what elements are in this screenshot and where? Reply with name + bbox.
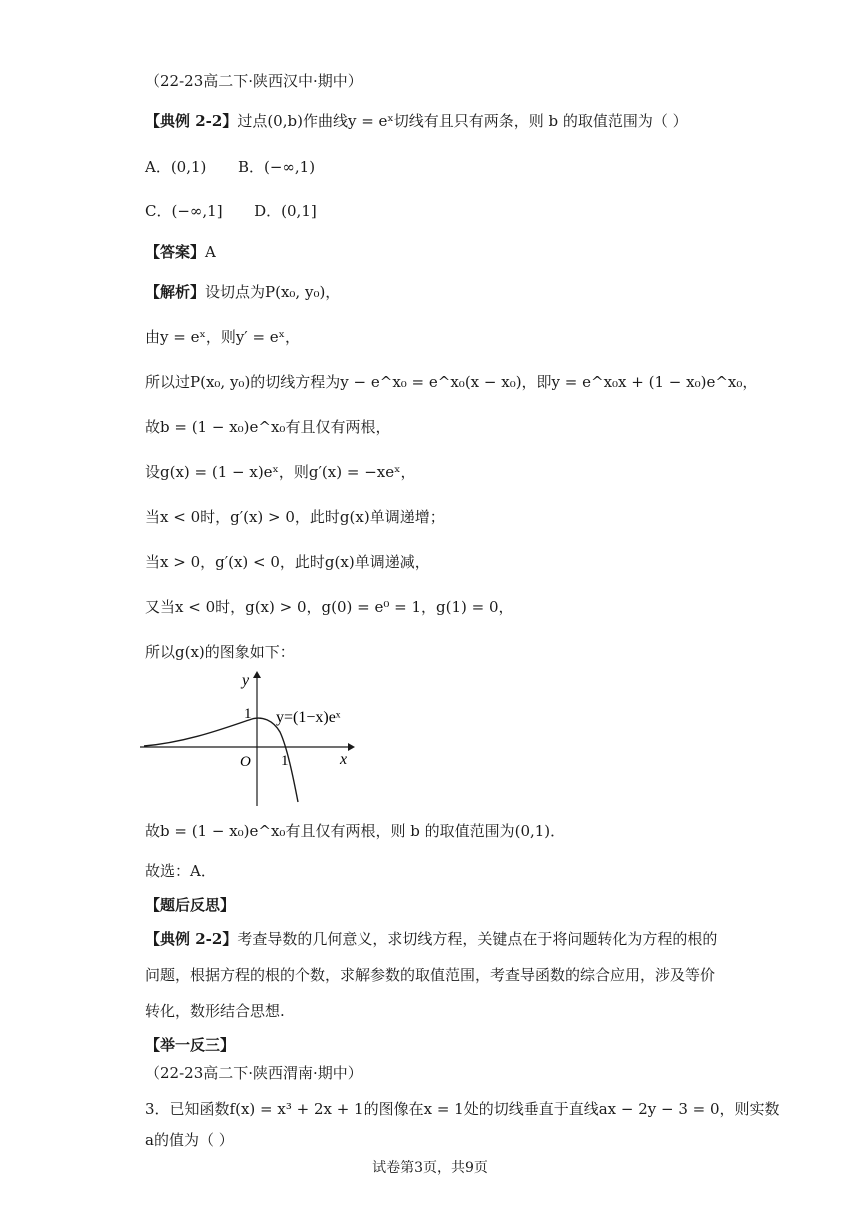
origin-label: O xyxy=(240,754,251,770)
source-line: （22-23高二下·陕西汉中·期中） xyxy=(145,72,363,90)
y-tick-label: 1 xyxy=(244,706,252,722)
page-footer: 试卷第3页，共9页 xyxy=(372,1160,488,1176)
analysis-line-1 xyxy=(145,281,340,303)
function-graph xyxy=(140,668,360,808)
practice-question-line-1: 3．已知函数f(x) = x³ + 2x + 1的图像在x = 1处的切线垂直于直线ax − 2y − 3 = 0，则实数 xyxy=(145,1100,780,1118)
practice-source: （22-23高二下·陕西渭南·期中） xyxy=(145,1064,363,1082)
reflection-ref-tag: 【典例 2-2】 xyxy=(145,930,238,948)
example-question-text: 过点(0,b)作曲线y = eˣ切线有且只有两条，则 b 的取值范围为（ ） xyxy=(237,112,688,130)
options-row-2 xyxy=(145,200,317,222)
analysis-line-9: 所以g(x)的图象如下： xyxy=(145,643,295,661)
option-a: A．(0,1) xyxy=(145,158,207,176)
x-axis-arrow xyxy=(348,743,355,751)
analysis-line-4: 故b = (1 − x₀)e^x₀有且仅有两根， xyxy=(145,418,391,436)
example-question xyxy=(145,110,688,132)
reflection-line-1 xyxy=(145,928,717,950)
reflection-line-3: 转化，数形结合思想. xyxy=(145,1002,285,1020)
reflection-tag: 【题后反思】 xyxy=(145,896,236,914)
answer-line xyxy=(145,241,216,263)
reflection-line-2: 问题，根据方程的根的个数，求解参数的取值范围，考查导函数的综合应用，涉及等价 xyxy=(145,966,716,984)
option-d: D．(0,1] xyxy=(254,202,317,220)
analysis-line-5: 设g(x) = (1 − x)eˣ，则g′(x) = −xeˣ， xyxy=(145,463,416,481)
answer-tag: 【答案】 xyxy=(145,243,206,261)
curve-label: y=(1−x)eˣ xyxy=(276,709,341,726)
analysis-line-2: 由y = eˣ，则y′ = eˣ， xyxy=(145,328,301,346)
practice-tag: 【举一反三】 xyxy=(145,1036,236,1054)
analysis-line-7: 当x > 0，g′(x) < 0，此时g(x)单调递减， xyxy=(145,553,430,571)
curve xyxy=(144,718,298,802)
reflection-text-1: 考查导数的几何意义，求切线方程，关键点在于将问题转化为方程的根的 xyxy=(237,930,718,948)
practice-question-line-2: a的值为（ ） xyxy=(145,1131,234,1149)
answer-value: A xyxy=(205,243,216,261)
options-row-1 xyxy=(145,156,315,178)
y-axis-arrow xyxy=(253,671,261,678)
analysis-line-10: 故b = (1 − x₀)e^x₀有且仅有两根，则 b 的取值范围为(0,1)． xyxy=(145,822,566,840)
y-axis-label: y xyxy=(242,672,250,689)
x-axis-label: x xyxy=(340,751,348,768)
analysis-tag: 【解析】 xyxy=(145,283,206,301)
option-b: B．(−∞,1) xyxy=(237,158,316,176)
analysis-line-8: 又当x < 0时，g(x) > 0，g(0) = e⁰ = 1，g(1) = 0， xyxy=(145,598,514,616)
analysis-line-6: 当x < 0时，g′(x) > 0，此时g(x)单调递增； xyxy=(145,508,445,526)
option-c: C．(−∞,1] xyxy=(145,202,223,220)
analysis-text-1: 设切点为P(x₀, y₀)， xyxy=(205,283,341,301)
example-tag: 【典例 2-2】 xyxy=(145,112,238,130)
analysis-line-3: 所以过P(x₀, y₀)的切线方程为y − e^x₀ = e^x₀(x − x₀)，即y = e^x₀x + (1 − x₀)e^x₀， xyxy=(145,373,758,391)
x-tick-label: 1 xyxy=(281,753,289,769)
analysis-line-11: 故选：A． xyxy=(145,862,216,880)
